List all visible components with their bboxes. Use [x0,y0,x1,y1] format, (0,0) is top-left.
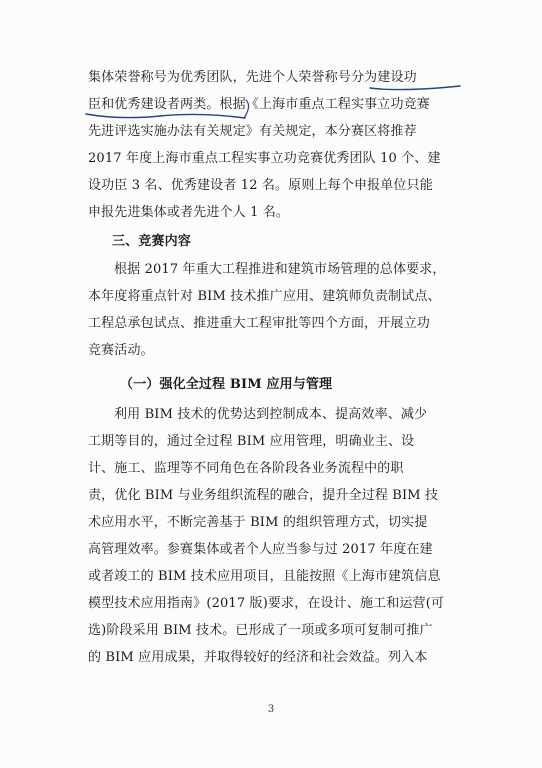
body-line: 计、施工、监理等不同角色在各阶段各业务流程中的职 [88,461,404,476]
body-line: 选)阶段采用 BIM 技术。已形成了一项或多项可复制可推广 [88,623,433,638]
body-line: 2017 年度上海市重点工程实事立功竞赛优秀团队 10 个、建 [88,151,441,166]
section-heading: 三、竞赛内容 [112,234,191,249]
body-line: 工程总承包试点、推进重大工程审批等四个方面，开展立功 [88,316,430,331]
body-line: 先进评选实施办法有关规定》有关规定，本分赛区将推荐 [88,124,417,139]
body-line: 集体荣誉称号为优秀团队，先进个人荣誉称号分为建设功 [88,70,417,85]
page-number: 3 [267,704,275,715]
body-line: 本年度将重点针对 BIM 技术推广应用、建筑师负责制试点、 [88,289,441,304]
body-line: 高管理效率。参赛集体或者个人应当参与过 2017 年度在建 [88,542,433,557]
body-line: 责，优化 BIM 与业务组织流程的融合，提升全过程 BIM 技 [88,488,439,503]
body-line: 的 BIM 应用成果，并取得较好的经济和社会效益。列入本 [88,650,428,665]
body-line: 利用 BIM 技术的优势达到控制成本、提高效率、减少 [114,407,428,422]
body-line: 或者竣工的 BIM 技术应用项目，且能按照《上海市建筑信息 [88,569,441,584]
body-line: 设功臣 3 名、优秀建设者 12 名。原则上每个申报单位只能 [88,178,433,193]
body-line: 模型技术应用指南》(2017 版)要求，在设计、施工和运营(可 [88,596,445,611]
body-line: 工期等目的，通过全过程 BIM 应用管理，明确业主、设 [88,434,415,449]
body-line: 竞赛活动。 [88,343,154,358]
body-line: 臣和优秀建设者两类。根据《上海市重点工程实事立功竞赛 [88,97,430,112]
subsection-heading: （一）强化全过程 BIM 应用与管理 [120,377,333,392]
body-line: 根据 2017 年重大工程推进和建筑市场管理的总体要求， [114,262,446,277]
body-line: 申报先进集体或者先进个人 1 名。 [88,205,290,220]
body-line: 术应用水平，不断完善基于 BIM 的组织管理方式，切实提 [88,515,428,530]
